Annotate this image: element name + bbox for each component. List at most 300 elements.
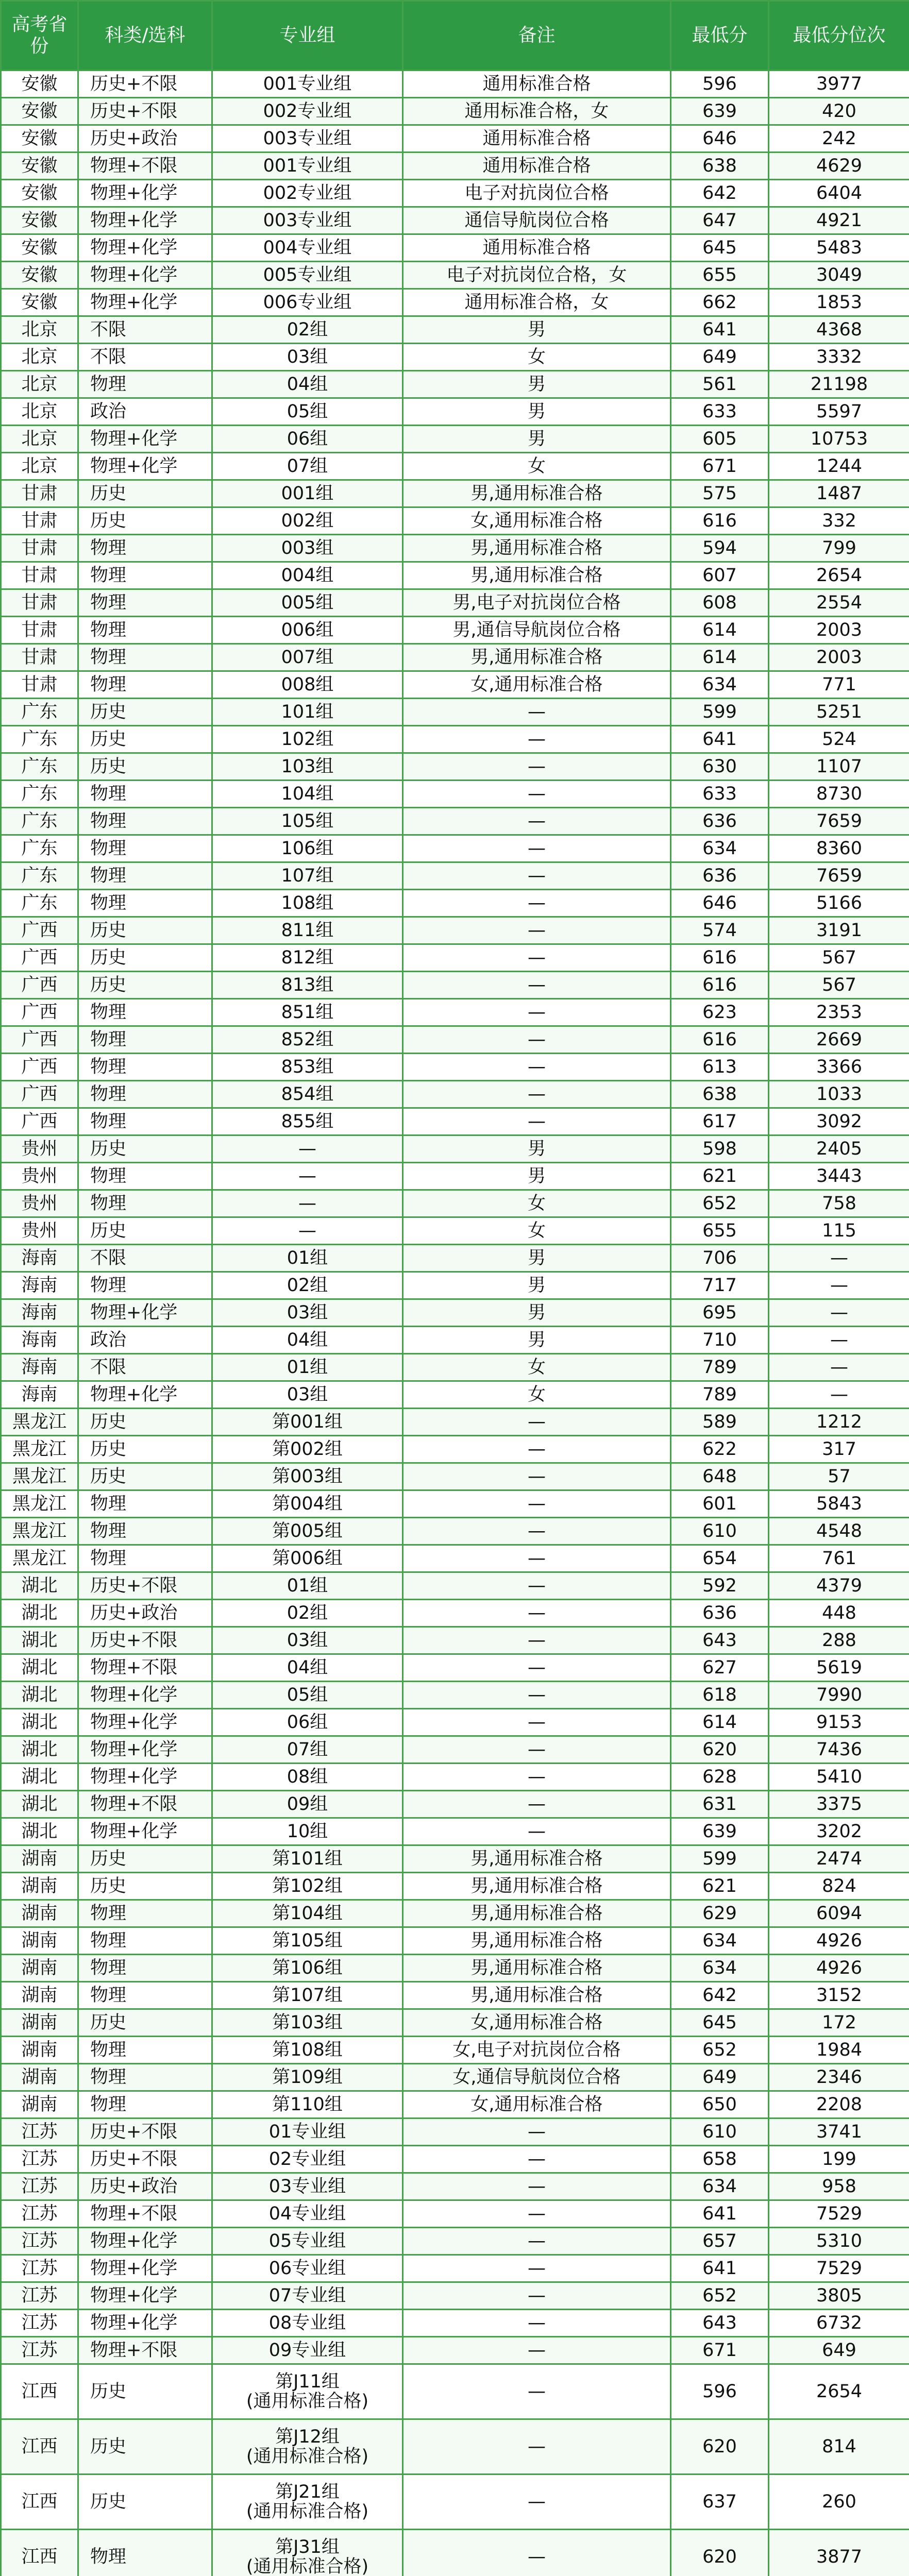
cell-major-group: 第108组 <box>212 2037 403 2064</box>
cell-province: 广东 <box>1 726 78 753</box>
cell-min-rank: 1107 <box>769 753 909 781</box>
cell-major-group: 04组 <box>212 1327 403 1354</box>
cell-subject: 物理+化学 <box>78 1381 212 1409</box>
cell-subject: 历史 <box>78 753 212 781</box>
cell-min-rank: 524 <box>769 726 909 753</box>
cell-min-score: 654 <box>671 1545 769 1572</box>
table-row <box>1 1900 909 1927</box>
cell-min-rank: 5483 <box>769 234 909 262</box>
cell-major-group: 001专业组 <box>212 152 403 180</box>
cell-province: 湖南 <box>1 2064 78 2091</box>
cell-subject: 不限 <box>78 1245 212 1272</box>
cell-province: 湖南 <box>1 1927 78 1955</box>
cell-remark: — <box>403 1081 671 1108</box>
table-row <box>1 808 909 835</box>
cell-subject: 物理 <box>78 1545 212 1572</box>
cell-remark: 电子对抗岗位合格 <box>403 180 671 207</box>
cell-subject: 历史+不限 <box>78 2146 212 2173</box>
cell-subject: 物理+化学 <box>78 1818 212 1845</box>
cell-province: 广西 <box>1 917 78 944</box>
cell-major-group: 05组 <box>212 398 403 426</box>
header-min-score: 最低分 <box>671 1 769 71</box>
cell-province: 北京 <box>1 371 78 398</box>
cell-min-rank: 242 <box>769 125 909 152</box>
table-row <box>1 207 909 234</box>
cell-province: 江西 <box>1 2475 78 2530</box>
table-body <box>1 71 909 2576</box>
cell-min-rank: 199 <box>769 2146 909 2173</box>
cell-min-score: 622 <box>671 1436 769 1463</box>
cell-min-score: 648 <box>671 1463 769 1490</box>
cell-major-group: — <box>212 1217 403 1245</box>
table-row <box>1 1627 909 1654</box>
cell-min-score: 636 <box>671 1600 769 1627</box>
cell-min-rank: 5310 <box>769 2228 909 2255</box>
cell-remark: 男 <box>403 426 671 453</box>
cell-min-score: 641 <box>671 726 769 753</box>
cell-min-rank: 420 <box>769 98 909 125</box>
cell-major-group: 008组 <box>212 671 403 699</box>
cell-remark: — <box>403 2475 671 2530</box>
cell-subject: 历史 <box>78 1409 212 1436</box>
cell-min-rank: 317 <box>769 1436 909 1463</box>
cell-min-score: 596 <box>671 71 769 98</box>
table-row <box>1 1217 909 1245</box>
cell-subject: 物理 <box>78 2091 212 2119</box>
cell-province: 安徽 <box>1 180 78 207</box>
cell-subject: 物理 <box>78 589 212 617</box>
cell-major-group: 852组 <box>212 1026 403 1054</box>
table-row <box>1 1982 909 2009</box>
cell-major-group: 01组 <box>212 1354 403 1381</box>
cell-major-group: 08专业组 <box>212 2310 403 2337</box>
cell-min-score: 589 <box>671 1409 769 1436</box>
table-row <box>1 2037 909 2064</box>
cell-subject: 物理+化学 <box>78 2310 212 2337</box>
cell-min-rank: 567 <box>769 972 909 999</box>
cell-major-group: 第002组 <box>212 1436 403 1463</box>
table-row <box>1 644 909 671</box>
cell-province: 甘肃 <box>1 617 78 644</box>
cell-remark: 女 <box>403 1217 671 1245</box>
cell-min-score: 641 <box>671 2255 769 2282</box>
cell-remark: 通用标准合格，女 <box>403 289 671 316</box>
table-row <box>1 671 909 699</box>
cell-remark: — <box>403 1818 671 1845</box>
cell-min-rank: 2554 <box>769 589 909 617</box>
cell-major-group: 813组 <box>212 972 403 999</box>
cell-min-rank: 1984 <box>769 2037 909 2064</box>
cell-subject: 物理+化学 <box>78 426 212 453</box>
cell-min-rank: 2405 <box>769 1136 909 1163</box>
cell-min-score: 621 <box>671 1163 769 1190</box>
cell-province: 湖北 <box>1 1791 78 1818</box>
cell-remark: 女,通用标准合格 <box>403 671 671 699</box>
cell-min-rank: 3877 <box>769 2530 909 2576</box>
cell-remark: 男,通用标准合格 <box>403 562 671 589</box>
cell-major-group: 02组 <box>212 316 403 344</box>
cell-subject: 物理 <box>78 808 212 835</box>
cell-subject: 物理 <box>78 644 212 671</box>
cell-min-rank: 761 <box>769 1545 909 1572</box>
table-row <box>1 562 909 589</box>
cell-subject: 历史+不限 <box>78 1627 212 1654</box>
table-row <box>1 862 909 890</box>
cell-province: 广东 <box>1 699 78 726</box>
table-row <box>1 2255 909 2282</box>
cell-remark: — <box>403 1436 671 1463</box>
cell-subject: 物理+化学 <box>78 2282 212 2310</box>
cell-subject: 物理+不限 <box>78 1791 212 1818</box>
cell-province: 江苏 <box>1 2119 78 2146</box>
cell-subject: 物理+化学 <box>78 1709 212 1736</box>
cell-subject: 历史 <box>78 726 212 753</box>
cell-min-score: 631 <box>671 1791 769 1818</box>
cell-major-group: 002专业组 <box>212 180 403 207</box>
cell-min-score: 657 <box>671 2228 769 2255</box>
cell-province: 广西 <box>1 1054 78 1081</box>
cell-min-score: 575 <box>671 480 769 507</box>
cell-subject: 历史 <box>78 1136 212 1163</box>
cell-province: 湖南 <box>1 2009 78 2037</box>
cell-min-rank: — <box>769 1299 909 1327</box>
cell-province: 安徽 <box>1 262 78 289</box>
cell-major-group: 04专业组 <box>212 2200 403 2228</box>
cell-min-score: 652 <box>671 2282 769 2310</box>
cell-min-score: 610 <box>671 2119 769 2146</box>
cell-major-group: 06组 <box>212 426 403 453</box>
cell-subject: 物理+化学 <box>78 2228 212 2255</box>
cell-remark: 男,通用标准合格 <box>403 1900 671 1927</box>
cell-min-score: 620 <box>671 2530 769 2576</box>
cell-subject: 物理+化学 <box>78 453 212 480</box>
cell-province: 安徽 <box>1 289 78 316</box>
cell-subject: 物理 <box>78 781 212 808</box>
table-row <box>1 1490 909 1518</box>
cell-remark: — <box>403 1490 671 1518</box>
table-header-row <box>1 1 909 71</box>
cell-remark: — <box>403 726 671 753</box>
cell-remark: 通用标准合格，女 <box>403 98 671 125</box>
cell-major-group: 005组 <box>212 589 403 617</box>
cell-min-rank: 4926 <box>769 1955 909 1982</box>
cell-min-rank: 8730 <box>769 781 909 808</box>
cell-min-rank: 3152 <box>769 1982 909 2009</box>
table-row <box>1 917 909 944</box>
cell-province: 贵州 <box>1 1217 78 1245</box>
cell-major-group: 102组 <box>212 726 403 753</box>
cell-subject: 物理+化学 <box>78 234 212 262</box>
cell-province: 安徽 <box>1 152 78 180</box>
cell-province: 湖北 <box>1 1682 78 1709</box>
cell-min-rank: 9153 <box>769 1709 909 1736</box>
cell-remark: — <box>403 781 671 808</box>
cell-min-rank: 2654 <box>769 2364 909 2419</box>
table-row <box>1 1818 909 1845</box>
cell-remark: — <box>403 1627 671 1654</box>
cell-province: 海南 <box>1 1299 78 1327</box>
cell-remark: 男,通用标准合格 <box>403 1845 671 1873</box>
cell-province: 湖北 <box>1 1709 78 1736</box>
cell-min-score: 638 <box>671 152 769 180</box>
cell-min-score: 658 <box>671 2146 769 2173</box>
table-row <box>1 535 909 562</box>
table-row <box>1 98 909 125</box>
cell-remark: — <box>403 2530 671 2576</box>
cell-major-group: 03组 <box>212 1299 403 1327</box>
cell-remark: 女 <box>403 1381 671 1409</box>
cell-major-group: 007组 <box>212 644 403 671</box>
cell-min-score: 633 <box>671 398 769 426</box>
cell-remark: — <box>403 1572 671 1600</box>
cell-major-group: 003专业组 <box>212 207 403 234</box>
table-row <box>1 1764 909 1791</box>
header-province: 高考省份 <box>1 1 78 71</box>
cell-province: 海南 <box>1 1245 78 1272</box>
cell-province: 黑龙江 <box>1 1463 78 1490</box>
cell-min-score: 601 <box>671 1490 769 1518</box>
cell-min-score: 649 <box>671 344 769 371</box>
table-row <box>1 2119 909 2146</box>
cell-min-rank: 7436 <box>769 1736 909 1764</box>
cell-province: 黑龙江 <box>1 1436 78 1463</box>
table-row <box>1 2337 909 2364</box>
cell-min-score: 610 <box>671 1518 769 1545</box>
cell-province: 江苏 <box>1 2146 78 2173</box>
cell-min-rank: 2208 <box>769 2091 909 2119</box>
cell-province: 海南 <box>1 1327 78 1354</box>
cell-subject: 物理+不限 <box>78 2200 212 2228</box>
cell-subject: 历史 <box>78 1436 212 1463</box>
cell-subject: 物理 <box>78 1927 212 1955</box>
cell-province: 江西 <box>1 2364 78 2419</box>
table-row <box>1 2475 909 2530</box>
cell-major-group: 003组 <box>212 535 403 562</box>
cell-min-score: 717 <box>671 1272 769 1299</box>
cell-min-score: 561 <box>671 371 769 398</box>
cell-major-group: 第006组 <box>212 1545 403 1572</box>
cell-subject: 物理 <box>78 617 212 644</box>
cell-remark: — <box>403 1409 671 1436</box>
cell-province: 黑龙江 <box>1 1545 78 1572</box>
table-row <box>1 1054 909 1081</box>
cell-province: 甘肃 <box>1 507 78 535</box>
cell-major-group: 第105组 <box>212 1927 403 1955</box>
cell-min-score: 630 <box>671 753 769 781</box>
cell-subject: 物理 <box>78 2064 212 2091</box>
cell-min-score: 636 <box>671 808 769 835</box>
cell-subject: 物理 <box>78 1026 212 1054</box>
cell-remark: — <box>403 2337 671 2364</box>
cell-subject: 物理 <box>78 890 212 917</box>
table-row <box>1 1381 909 1409</box>
cell-min-score: 605 <box>671 426 769 453</box>
cell-min-score: 598 <box>671 1136 769 1163</box>
cell-subject: 物理+化学 <box>78 2255 212 2282</box>
cell-subject: 物理 <box>78 1955 212 1982</box>
cell-province: 江西 <box>1 2530 78 2576</box>
cell-min-score: 641 <box>671 316 769 344</box>
cell-remark: — <box>403 917 671 944</box>
cell-min-score: 789 <box>671 1354 769 1381</box>
cell-major-group: 002专业组 <box>212 98 403 125</box>
cell-remark: 男 <box>403 398 671 426</box>
cell-province: 贵州 <box>1 1190 78 1217</box>
cell-min-score: 641 <box>671 2200 769 2228</box>
cell-subject: 历史 <box>78 2009 212 2037</box>
cell-remark: 女,通用标准合格 <box>403 507 671 535</box>
cell-major-group: 811组 <box>212 917 403 944</box>
cell-min-score: 594 <box>671 535 769 562</box>
table-row <box>1 125 909 152</box>
cell-major-group: — <box>212 1136 403 1163</box>
table-row <box>1 2173 909 2200</box>
cell-province: 湖南 <box>1 2091 78 2119</box>
table-row <box>1 1518 909 1545</box>
cell-min-rank: 332 <box>769 507 909 535</box>
cell-province: 湖北 <box>1 1627 78 1654</box>
cell-min-score: 643 <box>671 1627 769 1654</box>
cell-remark: — <box>403 753 671 781</box>
cell-remark: 男 <box>403 1245 671 1272</box>
cell-subject: 历史 <box>78 480 212 507</box>
table-row <box>1 1436 909 1463</box>
cell-province: 湖北 <box>1 1600 78 1627</box>
cell-subject: 历史 <box>78 1217 212 1245</box>
cell-min-score: 650 <box>671 2091 769 2119</box>
table-row <box>1 1190 909 1217</box>
cell-min-rank: 5843 <box>769 1490 909 1518</box>
cell-remark: — <box>403 1463 671 1490</box>
cell-min-score: 629 <box>671 1900 769 1927</box>
cell-remark: 男 <box>403 371 671 398</box>
cell-remark: 男 <box>403 1299 671 1327</box>
cell-province: 海南 <box>1 1381 78 1409</box>
cell-major-group: 01组 <box>212 1572 403 1600</box>
cell-min-rank: 1033 <box>769 1081 909 1108</box>
cell-min-score: 621 <box>671 1873 769 1900</box>
cell-major-group: 004专业组 <box>212 234 403 262</box>
cell-min-rank: 567 <box>769 944 909 972</box>
cell-min-score: 655 <box>671 1217 769 1245</box>
cell-province: 广西 <box>1 1026 78 1054</box>
cell-min-score: 636 <box>671 862 769 890</box>
cell-province: 甘肃 <box>1 562 78 589</box>
table-row <box>1 507 909 535</box>
cell-province: 湖南 <box>1 1873 78 1900</box>
cell-subject: 历史+不限 <box>78 2119 212 2146</box>
cell-province: 广西 <box>1 972 78 999</box>
cell-province: 北京 <box>1 344 78 371</box>
cell-min-rank: 2669 <box>769 1026 909 1054</box>
cell-major-group: 005专业组 <box>212 262 403 289</box>
cell-remark: — <box>403 1682 671 1709</box>
table-row <box>1 289 909 316</box>
cell-min-rank: 115 <box>769 1217 909 1245</box>
cell-min-score: 634 <box>671 1927 769 1955</box>
cell-min-rank: 799 <box>769 535 909 562</box>
table-row <box>1 2064 909 2091</box>
cell-province: 广东 <box>1 835 78 862</box>
cell-min-rank: 5597 <box>769 398 909 426</box>
cell-major-group: 07组 <box>212 1736 403 1764</box>
cell-province: 湖北 <box>1 1736 78 1764</box>
cell-min-score: 646 <box>671 125 769 152</box>
cell-min-score: 614 <box>671 644 769 671</box>
table-row <box>1 453 909 480</box>
cell-province: 海南 <box>1 1272 78 1299</box>
cell-subject: 物理+不限 <box>78 2337 212 2364</box>
cell-min-rank: 771 <box>769 671 909 699</box>
cell-subject: 物理 <box>78 1272 212 1299</box>
table-row <box>1 2146 909 2173</box>
cell-min-score: 633 <box>671 781 769 808</box>
header-major-group: 专业组 <box>212 1 403 71</box>
table-row <box>1 1026 909 1054</box>
cell-province: 安徽 <box>1 207 78 234</box>
cell-subject: 物理 <box>78 1108 212 1136</box>
table-row <box>1 2228 909 2255</box>
table-row <box>1 1299 909 1327</box>
cell-min-rank: 4921 <box>769 207 909 234</box>
table-row <box>1 1327 909 1354</box>
cell-min-rank: 2003 <box>769 644 909 671</box>
cell-min-score: 608 <box>671 589 769 617</box>
cell-min-score: 643 <box>671 2310 769 2337</box>
cell-min-score: 638 <box>671 1081 769 1108</box>
table-row <box>1 1463 909 1490</box>
cell-subject: 物理+化学 <box>78 289 212 316</box>
cell-subject: 物理 <box>78 1054 212 1081</box>
cell-min-rank: 7990 <box>769 1682 909 1709</box>
table-row <box>1 316 909 344</box>
cell-remark: — <box>403 2255 671 2282</box>
cell-major-group: 855组 <box>212 1108 403 1136</box>
table-row <box>1 398 909 426</box>
cell-subject: 历史 <box>78 2475 212 2530</box>
cell-major-group: 103组 <box>212 753 403 781</box>
cell-min-rank: 3375 <box>769 1791 909 1818</box>
cell-subject: 物理+化学 <box>78 1682 212 1709</box>
cell-province: 广东 <box>1 781 78 808</box>
cell-subject: 物理 <box>78 1490 212 1518</box>
cell-remark: 女 <box>403 1354 671 1381</box>
cell-min-rank: 5251 <box>769 699 909 726</box>
cell-major-group: 812组 <box>212 944 403 972</box>
cell-major-group: 03组 <box>212 344 403 371</box>
cell-subject: 历史 <box>78 917 212 944</box>
cell-remark: 男,通用标准合格 <box>403 1927 671 1955</box>
table-row <box>1 1709 909 1736</box>
cell-remark: — <box>403 2119 671 2146</box>
cell-province: 江苏 <box>1 2173 78 2200</box>
cell-remark: — <box>403 1709 671 1736</box>
cell-min-rank: 4926 <box>769 1927 909 1955</box>
cell-subject: 物理 <box>78 535 212 562</box>
cell-min-rank: 1487 <box>769 480 909 507</box>
cell-min-rank: 260 <box>769 2475 909 2530</box>
cell-min-score: 710 <box>671 1327 769 1354</box>
cell-remark: — <box>403 2282 671 2310</box>
cell-province: 江西 <box>1 2419 78 2475</box>
cell-province: 湖南 <box>1 1982 78 2009</box>
cell-subject: 历史+政治 <box>78 125 212 152</box>
cell-remark: 通用标准合格 <box>403 152 671 180</box>
cell-remark: 男,通信导航岗位合格 <box>403 617 671 644</box>
cell-province: 甘肃 <box>1 535 78 562</box>
cell-province: 黑龙江 <box>1 1409 78 1436</box>
cell-major-group: 09专业组 <box>212 2337 403 2364</box>
